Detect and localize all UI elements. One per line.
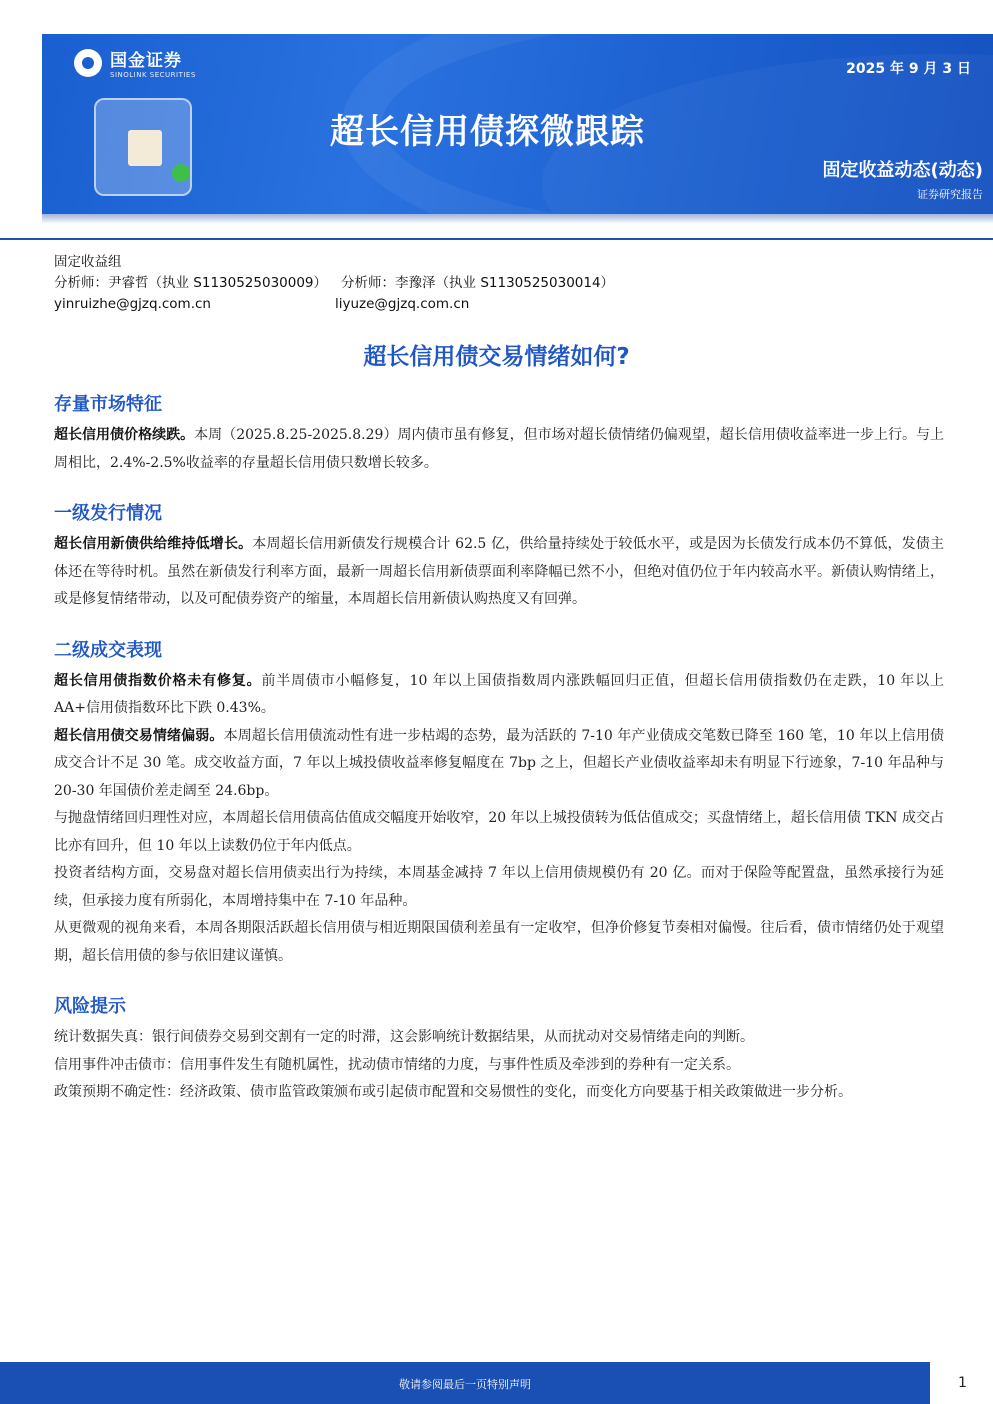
report-body (54, 390, 944, 1107)
footer-disclaimer: 敬请参阅最后一页特别声明 (399, 1378, 531, 1391)
divider (0, 238, 993, 240)
qr-code-icon (94, 98, 192, 196)
paragraph: 信用事件冲击债市：信用事件发生有随机属性，扰动债市情绪的力度，与事件性质及牵涉到的券种有一定关系。 (54, 1056, 740, 1073)
banner-shadow (42, 214, 993, 224)
paragraph: 统计数据失真：银行间债券交易到交割有一定的时滞，这会影响统计数据结果，从而扰动对交易情绪走向的判断。 (54, 1029, 754, 1045)
paragraph: 与抛盘情绪回归理性对应，本周超长信用债高估值成交幅度开始收窄，20 年以上城投债转为低估值成交；买盘情绪上，超长信用债 TKN 成交占比亦有回升，但 10 年以上读数仍位于年内低点。 (54, 810, 944, 854)
logo-icon (74, 49, 102, 77)
paragraph: 超长信用债价格续跌。本周（2025.8.25-2025.8.29）周内债市虽有修复，但市场对超长债情绪仍偏观望，超长信用债收益率进一步上行。与上周相比，2.4%-2.5%收益率的存量超长信用债只数增长较多。 (54, 427, 945, 471)
paragraph: 投资者结构方面，交易盘对超长信用债卖出行为持续，本周基金减持 7 年以上信用债规模仍有 20 亿。而对于保险等配置盘，虽然承接行为延续，但承接力度有所弱化，本周增持集中在 7-10 年品种。 (54, 865, 944, 909)
paragraph: 从更微观的视角来看，本周各期限活跃超长信用债与相近期限国债利差虽有一定收窄，但净价修复节奏相对偏慢。往后看，债市情绪仍处于观望期，超长信用债的参与依旧建议谨慎。 (54, 920, 944, 964)
section-title: 一级发行情况 (54, 503, 162, 524)
wechat-icon (172, 164, 190, 182)
analyst-2: 分析师：李豫泽（执业 S1130525030014） (341, 275, 615, 291)
company-logo (74, 46, 196, 79)
analyst-1-email[interactable]: yinruizhe@gjzq.com.cn (54, 296, 211, 312)
section (54, 499, 944, 614)
section (54, 992, 944, 1107)
paragraph: 超长信用新债供给维持低增长。本周超长信用新债发行规模合计 62.5 亿，供给量持续处于较低水平，或是因为长债发行成本仍不算低，发债主体还在等待时机。虽然在新债发行利率方面，最新一周超长信用新债票面利率降幅已然不小，但绝对值仍位于年内较高水平。新债认购情绪上，或是修复情绪带动，以及可配债券资产的缩量，本周超长信用新债认购热度又有回弹。 (54, 536, 944, 607)
paragraph: 政策预期不确定性：经济政策、债市监管政策颁布或引起债市配置和交易惯性的变化，而变化方向要基于相关政策做进一步分析。 (54, 1084, 852, 1100)
page-number: 1 (958, 1375, 967, 1391)
analyst-group: 固定收益组 (54, 254, 122, 270)
analyst-block (54, 252, 614, 315)
paragraph: 超长信用债指数价格未有修复。前半周债市小幅修复，10 年以上国债指数周内涨跌幅回归正值，但超长信用债指数仍在走跌，10 年以上 AA+信用债指数环比下跌 0.43%。 (54, 672, 945, 716)
headline: 超长信用债交易情绪如何? (363, 344, 630, 370)
report-banner (42, 34, 993, 214)
section (54, 636, 944, 971)
section-title: 风险提示 (54, 996, 126, 1017)
report-type: 固定收益动态(动态) (822, 160, 983, 181)
section-title: 存量市场特征 (54, 394, 162, 415)
paragraph: 超长信用债交易情绪偏弱。本周超长信用债流动性有进一步枯竭的态势，最为活跃的 7-10 年产业债成交笔数已降至 160 笔，10 年以上信用债成交合计不足 30 笔。成交收益方面，7 年以上城投债收益率修复幅度在 7bp 之上，但超长产业债收益率却未有明显下行迹象，7-10 年品种与 20-30 年国债价差走阔至 24.6bp。 (54, 727, 944, 799)
logo-en-text: SINOLINK SECURITIES (110, 71, 196, 79)
analyst-2-email[interactable]: liyuze@gjzq.com.cn (334, 296, 470, 312)
logo-cn-text: 国金证券 (110, 51, 182, 71)
report-date: 2025 年 9 月 3 日 (846, 61, 971, 77)
section (54, 390, 944, 477)
report-category: 证券研究报告 (917, 188, 983, 201)
qr-center-logo (128, 130, 162, 166)
report-title: 超长信用债探微跟踪 (330, 112, 645, 152)
analyst-1: 分析师：尹睿哲（执业 S1130525030009） (54, 275, 328, 291)
section-title: 二级成交表现 (54, 639, 162, 661)
